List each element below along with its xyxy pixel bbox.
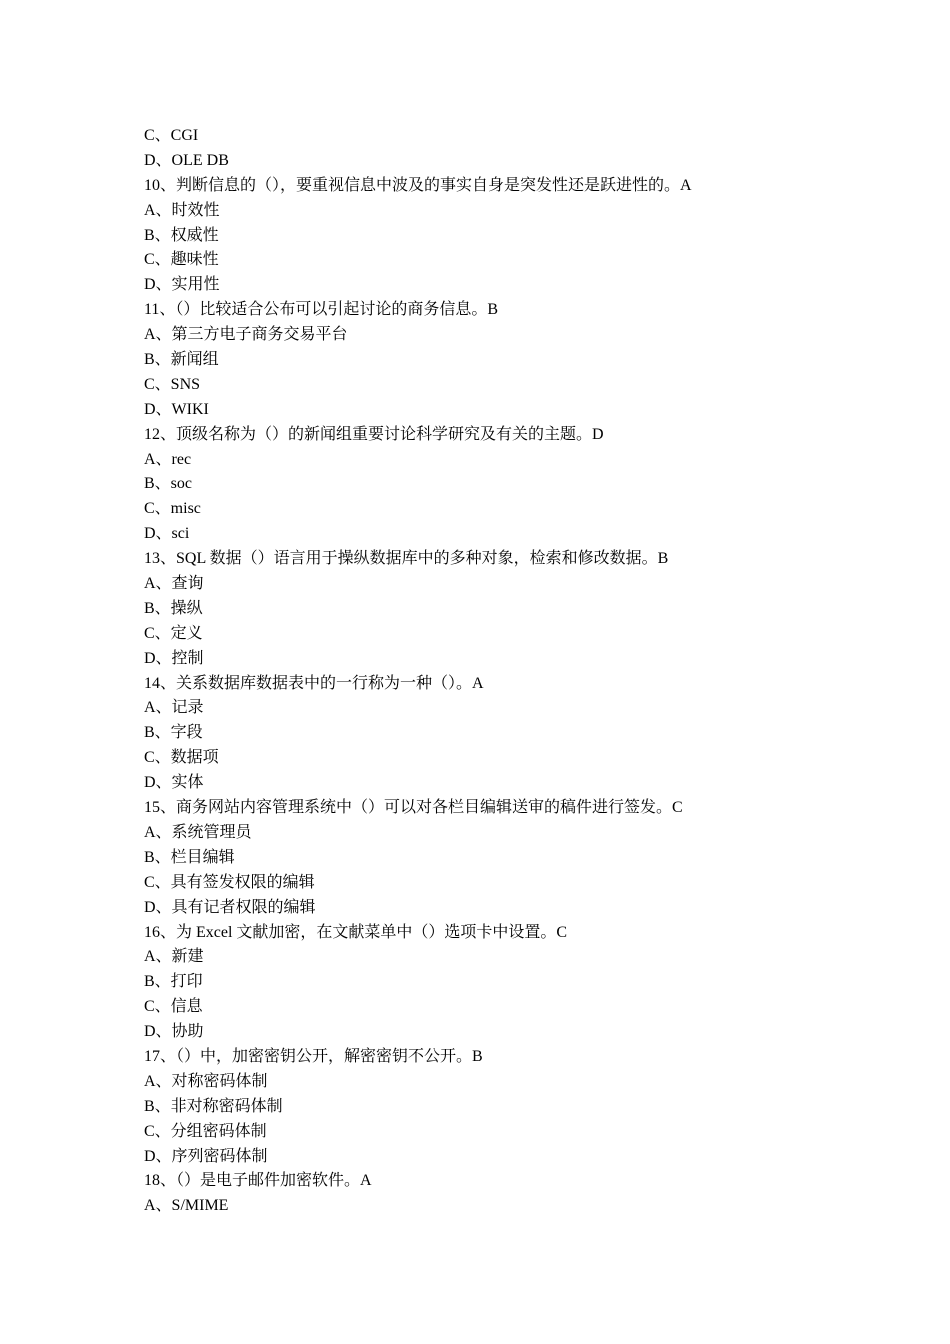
option-line: A、查询 <box>144 575 204 593</box>
option-line: C、misc <box>144 500 201 518</box>
option-line: B、权威性 <box>144 226 219 244</box>
option-line: B、非对称密码体制 <box>144 1097 283 1115</box>
question-line: 13、SQL 数据（）语言用于操纵数据库中的多种对象，检索和修改数据。B <box>144 550 669 568</box>
option-line: A、第三方电子商务交易平台 <box>144 326 348 344</box>
option-line: C、SNS <box>144 375 201 393</box>
option-line: A、时效性 <box>144 201 220 219</box>
option-line: D、WIKI <box>144 400 209 418</box>
option-line: D、具有记者权限的编辑 <box>144 898 316 916</box>
question-line: 15、商务网站内容管理系统中（）可以对各栏目编辑送审的稿件进行签发。C <box>144 799 683 817</box>
option-line: B、字段 <box>144 724 203 742</box>
option-line: D、控制 <box>144 649 204 667</box>
question-line: 11、（）比较适合公布可以引起讨论的商务信息。B <box>144 301 499 319</box>
option-line: C、数据项 <box>144 749 219 767</box>
question-line: 18、（）是电子邮件加密软件。A <box>144 1172 372 1190</box>
question-list <box>144 124 844 1219</box>
option-line: D、序列密码体制 <box>144 1147 268 1165</box>
question-line: 16、为 Excel 文献加密，在文献菜单中（）选项卡中设置。C <box>144 923 568 941</box>
option-line: B、栏目编辑 <box>144 848 235 866</box>
option-line: D、sci <box>144 525 190 543</box>
option-line: D、协助 <box>144 1023 204 1041</box>
option-line: C、分组密码体制 <box>144 1122 267 1140</box>
question-line: 17、（）中，加密密钥公开，解密密钥不公开。B <box>144 1047 483 1065</box>
question-line: 10、判断信息的（），要重视信息中波及的事实自身是突发性还是跃进性的。A <box>144 176 692 194</box>
option-line: D、OLE DB <box>144 151 229 169</box>
option-line: C、定义 <box>144 624 203 642</box>
option-line: D、实用性 <box>144 276 220 294</box>
question-line: 12、顶级名称为（）的新闻组重要讨论科学研究及有关的主题。D <box>144 425 604 443</box>
option-line: A、对称密码体制 <box>144 1072 268 1090</box>
option-line: C、趣味性 <box>144 251 219 269</box>
option-line: C、具有签发权限的编辑 <box>144 873 315 891</box>
option-line: D、实体 <box>144 774 204 792</box>
option-line: A、rec <box>144 450 192 468</box>
question-line: 14、关系数据库数据表中的一行称为一种（）。A <box>144 674 484 692</box>
option-line: B、soc <box>144 475 193 493</box>
option-line: C、CGI <box>144 127 199 144</box>
option-line: A、系统管理员 <box>144 823 252 841</box>
option-line: B、新闻组 <box>144 351 219 369</box>
option-line: A、S/MIME <box>144 1197 229 1215</box>
option-line: C、信息 <box>144 998 203 1016</box>
option-line: A、新建 <box>144 948 204 966</box>
option-line: A、记录 <box>144 699 204 717</box>
option-line: B、打印 <box>144 973 203 991</box>
option-line: B、操纵 <box>144 599 203 617</box>
